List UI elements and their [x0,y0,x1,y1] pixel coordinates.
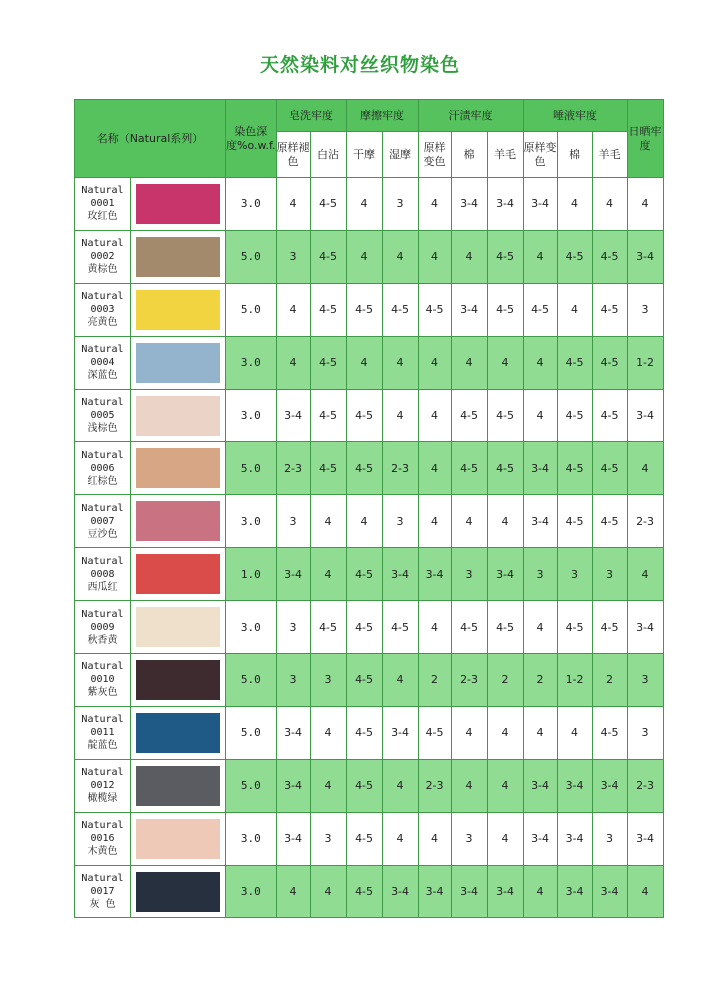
rating-cell: 4-5 [592,601,627,654]
table-row [75,283,664,336]
dye-code: Natural 0008 [81,555,124,580]
rating-cell: 4 [487,706,523,759]
rating-cell: 4 [310,759,346,812]
rating-cell: 3-4 [276,389,310,442]
rating-cell: 4-5 [346,812,382,865]
dye-name-cell [75,389,131,442]
rating-cell: 3-4 [523,759,557,812]
dye-color-name: 秋香黄 [87,634,118,646]
rating-cell: 4-5 [310,230,346,283]
dye-name-cell [75,812,131,865]
rating-cell: 4-5 [310,389,346,442]
rating-cell: 4-5 [418,706,451,759]
rating-cell: 3-4 [276,812,310,865]
swatch-cell [131,706,226,759]
rating-cell: 4-5 [592,230,627,283]
rating-cell: 4-5 [382,601,418,654]
rating-cell: 3 [627,706,663,759]
dye-color-name: 深蓝色 [87,370,118,382]
dye-name-cell [75,283,131,336]
rating-cell: 2-3 [418,759,451,812]
dye-color-name: 红棕色 [87,475,118,487]
fabric-swatch [136,396,220,436]
fabric-swatch [136,872,220,912]
rating-cell: 4-5 [346,548,382,601]
rating-cell: 4-5 [557,442,592,495]
rating-cell: 4 [557,283,592,336]
rating-cell: 4 [346,336,382,389]
rating-cell: 4-5 [592,442,627,495]
rating-cell: 3-4 [523,442,557,495]
dye-color-name: 豆沙色 [87,528,118,540]
swatch-cell [131,442,226,495]
table-row [75,336,664,389]
rating-cell: 3 [276,654,310,707]
dye-color-name: 靛蓝色 [87,740,118,752]
rating-cell: 4-5 [487,283,523,336]
rating-cell: 4 [451,759,487,812]
subheader: 原样变色 [523,132,557,178]
rating-cell: 4 [276,865,310,918]
fabric-swatch [136,448,220,488]
rating-cell: 4-5 [346,654,382,707]
fabric-swatch [136,660,220,700]
depth-cell: 3.0 [226,389,277,442]
rating-cell: 4-5 [451,389,487,442]
dye-code: Natural 0002 [81,238,124,263]
swatch-cell [131,601,226,654]
subheader: 白沾 [310,132,346,178]
page-title: 天然染料对丝织物染色 [259,54,460,76]
rating-cell: 3-4 [627,389,663,442]
rating-cell: 4 [523,601,557,654]
table-row [75,178,664,231]
rating-cell: 4-5 [557,389,592,442]
subheader: 棉 [557,132,592,178]
rating-cell: 4-5 [592,389,627,442]
rating-cell: 4-5 [418,283,451,336]
subheader: 棉 [451,132,487,178]
rating-cell: 4-5 [310,283,346,336]
rating-cell: 4 [451,706,487,759]
rating-cell: 4 [310,548,346,601]
light-column-header: 日晒牢度 [627,100,663,178]
rating-cell: 4-5 [487,601,523,654]
rating-cell: 4-5 [592,283,627,336]
dye-color-name: 西瓜红 [87,581,118,593]
rating-cell: 3 [310,812,346,865]
dye-code: Natural 0004 [81,344,124,369]
dye-name-cell [75,706,131,759]
table-row [75,601,664,654]
fabric-swatch [136,184,220,224]
rating-cell: 3-4 [382,548,418,601]
rating-cell: 4 [346,178,382,231]
depth-cell: 5.0 [226,230,277,283]
rating-cell: 4-5 [346,442,382,495]
depth-cell: 3.0 [226,178,277,231]
rating-cell: 4-5 [346,706,382,759]
rating-cell: 4-5 [451,601,487,654]
rating-cell: 4-5 [557,601,592,654]
rating-cell: 3-4 [487,548,523,601]
dye-name-cell [75,759,131,812]
swatch-cell [131,812,226,865]
rating-cell: 3 [523,548,557,601]
dye-name-cell [75,336,131,389]
fabric-swatch [136,819,220,859]
dye-code: Natural 0001 [81,185,124,210]
fastness-table [74,99,664,918]
depth-cell: 3.0 [226,336,277,389]
rating-cell: 4 [627,442,663,495]
dye-color-name: 亮黄色 [87,317,118,329]
table-row [75,230,664,283]
dye-name-cell [75,865,131,918]
dye-code: Natural 0017 [81,873,124,898]
rating-cell: 4-5 [451,442,487,495]
depth-cell: 5.0 [226,283,277,336]
rating-cell: 4 [382,812,418,865]
rating-cell: 3-4 [523,812,557,865]
rating-cell: 4 [346,495,382,548]
rating-cell: 4 [418,389,451,442]
dye-code: Natural 0009 [81,608,124,633]
rating-cell: 4 [451,230,487,283]
rating-cell: 3-4 [487,178,523,231]
swatch-cell [131,759,226,812]
rating-cell: 4 [523,389,557,442]
rating-cell: 1-2 [627,336,663,389]
rating-cell: 3 [627,654,663,707]
subheader: 原样褪色 [276,132,310,178]
rating-cell: 3-4 [627,812,663,865]
fabric-swatch [136,343,220,383]
rating-cell: 2-3 [382,442,418,495]
rating-cell: 2 [418,654,451,707]
dye-color-name: 灰 色 [89,899,116,911]
rating-cell: 4 [418,336,451,389]
rating-cell: 3-4 [451,178,487,231]
rating-cell: 3 [592,812,627,865]
rating-cell: 3-4 [557,759,592,812]
rating-cell: 4 [310,706,346,759]
rating-cell: 4 [487,759,523,812]
rating-cell: 4-5 [557,495,592,548]
dye-name-cell [75,495,131,548]
rating-cell: 3-4 [276,759,310,812]
fabric-swatch [136,607,220,647]
rating-cell: 4-5 [346,283,382,336]
depth-cell: 5.0 [226,759,277,812]
rating-cell: 2-3 [276,442,310,495]
depth-cell: 5.0 [226,442,277,495]
rating-cell: 4-5 [592,336,627,389]
swatch-cell [131,178,226,231]
swatch-cell [131,495,226,548]
rating-cell: 3 [451,548,487,601]
dye-code: Natural 0012 [81,767,124,792]
name-column-header: 名称（Natural系列） [75,100,226,178]
rating-cell: 4 [276,178,310,231]
rating-cell: 4 [382,654,418,707]
rating-cell: 2-3 [451,654,487,707]
rating-cell: 3 [276,601,310,654]
depth-column-header: 染色深度%o.w.f. [226,100,277,178]
dye-color-name: 木黄色 [87,846,118,858]
rating-cell: 4-5 [523,283,557,336]
rating-cell: 4-5 [487,230,523,283]
subheader: 羊毛 [592,132,627,178]
dye-code: Natural 0006 [81,449,124,474]
swatch-cell [131,654,226,707]
rating-cell: 4-5 [346,865,382,918]
rating-cell: 3-4 [451,283,487,336]
depth-cell: 3.0 [226,601,277,654]
rating-cell: 2 [592,654,627,707]
rating-cell: 3-4 [487,865,523,918]
depth-cell: 3.0 [226,865,277,918]
rating-cell: 4 [627,865,663,918]
dye-color-name: 浅棕色 [87,423,118,434]
rating-cell: 4 [418,601,451,654]
rating-cell: 3 [276,495,310,548]
depth-cell: 5.0 [226,706,277,759]
dye-color-name: 黄棕色 [87,264,118,276]
table-row [75,812,664,865]
rating-cell: 3 [592,548,627,601]
rating-cell: 3-4 [418,548,451,601]
rating-cell: 2 [523,654,557,707]
rating-cell: 3-4 [557,865,592,918]
dye-color-name: 紫灰色 [87,687,118,699]
fabric-swatch [136,501,220,541]
dye-color-name: 玫红色 [87,211,118,223]
rating-cell: 1-2 [557,654,592,707]
group-header-soaping: 皂洗牢度 [276,100,346,132]
group-header-rubbing: 摩擦牢度 [346,100,418,132]
table-body [75,178,664,918]
rating-cell: 4 [627,178,663,231]
table-row [75,865,664,918]
depth-cell: 3.0 [226,495,277,548]
rating-cell: 4-5 [346,759,382,812]
rating-cell: 4 [557,706,592,759]
rating-cell: 4-5 [310,601,346,654]
rating-cell: 4 [523,230,557,283]
rating-cell: 4-5 [346,389,382,442]
rating-cell: 4 [523,336,557,389]
rating-cell: 3 [276,230,310,283]
dye-code: Natural 0010 [81,661,124,686]
rating-cell: 4-5 [310,442,346,495]
rating-cell: 4 [276,336,310,389]
swatch-cell [131,865,226,918]
dye-code: Natural 0011 [81,714,124,739]
rating-cell: 3 [557,548,592,601]
rating-cell: 4 [418,442,451,495]
rating-cell: 4 [523,865,557,918]
table-row [75,548,664,601]
rating-cell: 3 [310,654,346,707]
depth-cell: 5.0 [226,654,277,707]
group-header-saliva: 唾液牢度 [523,100,627,132]
rating-cell: 4 [487,336,523,389]
rating-cell: 4-5 [382,283,418,336]
rating-cell: 2-3 [627,495,663,548]
rating-cell: 4 [451,336,487,389]
rating-cell: 3-4 [418,865,451,918]
rating-cell: 3 [451,812,487,865]
dye-code: Natural 0005 [81,397,124,421]
rating-cell: 4-5 [487,442,523,495]
dye-color-name: 橄榄绿 [87,793,118,805]
dye-code: Natural 0003 [81,291,124,316]
subheader: 羊毛 [487,132,523,178]
dye-name-cell [75,442,131,495]
table-row [75,389,664,442]
table-row [75,759,664,812]
swatch-cell [131,548,226,601]
rating-cell: 3-4 [523,495,557,548]
table-row [75,706,664,759]
rating-cell: 4 [451,495,487,548]
rating-cell: 4 [382,759,418,812]
rating-cell: 2-3 [627,759,663,812]
rating-cell: 4 [418,495,451,548]
dye-name-cell [75,548,131,601]
rating-cell: 3-4 [276,548,310,601]
fabric-swatch [136,237,220,277]
fabric-swatch [136,766,220,806]
rating-cell: 4-5 [346,601,382,654]
depth-cell: 1.0 [226,548,277,601]
rating-cell: 4 [310,865,346,918]
dye-name-cell [75,654,131,707]
rating-cell: 4 [627,548,663,601]
rating-cell: 3 [627,283,663,336]
rating-cell: 4 [418,812,451,865]
swatch-cell [131,230,226,283]
rating-cell: 3-4 [627,230,663,283]
swatch-cell [131,389,226,442]
rating-cell: 4 [487,812,523,865]
rating-cell: 4 [382,230,418,283]
rating-cell: 4 [557,178,592,231]
rating-cell: 4 [418,178,451,231]
rating-cell: 4 [592,178,627,231]
fabric-swatch [136,554,220,594]
subheader: 湿摩 [382,132,418,178]
rating-cell: 3 [382,495,418,548]
rating-cell: 4 [346,230,382,283]
rating-cell: 3-4 [276,706,310,759]
rating-cell: 4 [487,495,523,548]
rating-cell: 3-4 [557,812,592,865]
rating-cell: 3-4 [523,178,557,231]
table-row [75,442,664,495]
rating-cell: 4-5 [310,178,346,231]
rating-cell: 4-5 [557,230,592,283]
dye-name-cell [75,230,131,283]
rating-cell: 4-5 [592,495,627,548]
dye-code: Natural 0016 [81,820,124,845]
rating-cell: 2 [487,654,523,707]
dye-code: Natural 0007 [81,502,124,527]
swatch-cell [131,283,226,336]
rating-cell: 3-4 [592,865,627,918]
rating-cell: 3-4 [592,759,627,812]
swatch-cell [131,336,226,389]
table-row [75,654,664,707]
table-row [75,495,664,548]
rating-cell: 4 [382,336,418,389]
rating-cell: 3-4 [382,865,418,918]
rating-cell: 4 [310,495,346,548]
rating-cell: 4-5 [310,336,346,389]
rating-cell: 4 [276,283,310,336]
fabric-swatch [136,713,220,753]
subheader: 原样变色 [418,132,451,178]
rating-cell: 3-4 [451,865,487,918]
rating-cell: 4-5 [592,706,627,759]
rating-cell: 3-4 [627,601,663,654]
dye-name-cell [75,178,131,231]
rating-cell: 4 [418,230,451,283]
rating-cell: 4 [523,706,557,759]
rating-cell: 3 [382,178,418,231]
dye-name-cell [75,601,131,654]
fabric-swatch [136,290,220,330]
group-header-perspiration: 汗渍牢度 [418,100,523,132]
rating-cell: 4 [382,389,418,442]
rating-cell: 3-4 [382,706,418,759]
rating-cell: 4-5 [557,336,592,389]
subheader: 干摩 [346,132,382,178]
rating-cell: 4-5 [487,389,523,442]
depth-cell: 3.0 [226,812,277,865]
